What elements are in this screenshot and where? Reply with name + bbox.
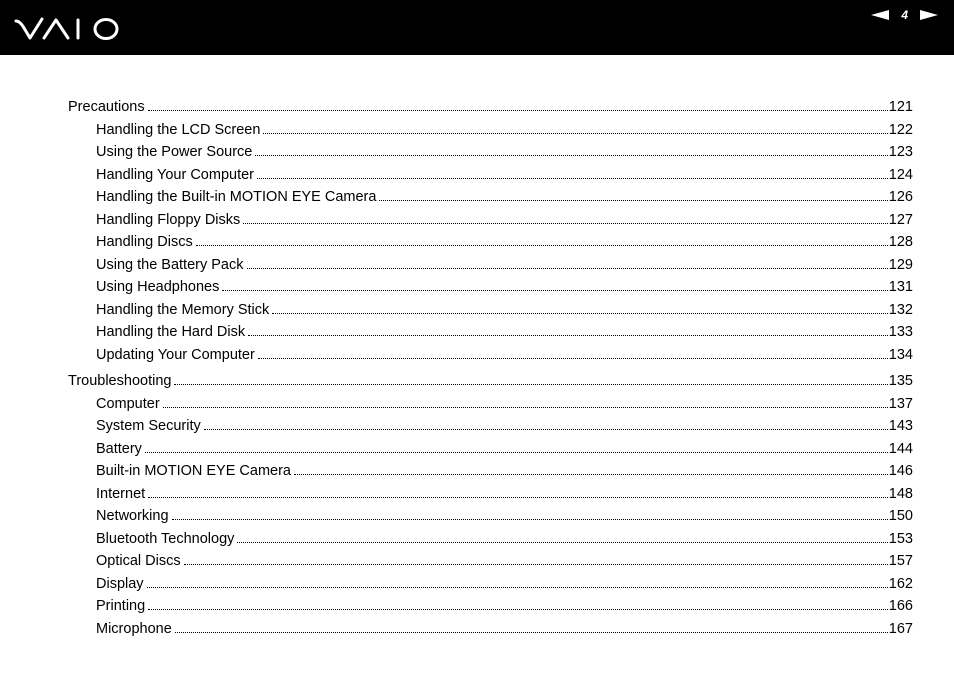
- toc-entry-page[interactable]: 157: [888, 553, 913, 569]
- toc-entry-page[interactable]: 148: [888, 485, 913, 502]
- dot-leader: [222, 279, 887, 291]
- toc-subentry[interactable]: [68, 321, 913, 344]
- toc-subentry[interactable]: [68, 254, 913, 277]
- toc-subentry[interactable]: [68, 618, 913, 641]
- toc-subentry[interactable]: [68, 528, 913, 551]
- toc-entry-title[interactable]: Networking: [96, 508, 169, 524]
- toc-entry-title[interactable]: Microphone: [96, 620, 172, 637]
- page-number: 4: [901, 8, 908, 22]
- dot-leader: [255, 144, 887, 156]
- toc-section-heading[interactable]: [68, 96, 913, 119]
- dot-leader: [163, 396, 888, 408]
- toc-entry-title[interactable]: Handling the LCD Screen: [96, 121, 261, 138]
- toc-subentry[interactable]: [68, 393, 913, 416]
- toc-subentry[interactable]: [68, 119, 913, 142]
- table-of-contents: [68, 96, 913, 644]
- toc-entry-title[interactable]: Using the Battery Pack: [96, 256, 244, 273]
- toc-entry-title[interactable]: Handling the Hard Disk: [96, 324, 246, 340]
- toc-entry-page[interactable]: 134: [888, 346, 913, 363]
- toc-entry-page[interactable]: 153: [888, 530, 913, 547]
- toc-subentry[interactable]: [68, 209, 913, 232]
- toc-entry-title[interactable]: Printing: [96, 598, 146, 614]
- toc-section-heading[interactable]: [68, 370, 913, 393]
- toc-entry-title[interactable]: Handling Your Computer: [96, 166, 254, 183]
- toc-subentry[interactable]: [68, 276, 913, 299]
- dot-leader: [294, 463, 888, 475]
- dot-leader: [145, 441, 888, 453]
- toc-entry-title[interactable]: Display: [96, 575, 144, 592]
- toc-subentry[interactable]: [68, 164, 913, 187]
- toc-subentry[interactable]: [68, 438, 913, 461]
- toc-subentry[interactable]: [68, 344, 913, 367]
- toc-entry-title[interactable]: Bluetooth Technology: [96, 530, 235, 547]
- next-page-arrow-icon[interactable]: [920, 10, 938, 20]
- toc-entry-page[interactable]: 124: [888, 166, 913, 183]
- toc-entry-title[interactable]: Handling the Memory Stick: [96, 301, 270, 318]
- dot-leader: [148, 598, 888, 610]
- toc-subentry[interactable]: [68, 460, 913, 483]
- toc-entry-page[interactable]: 123: [888, 144, 913, 160]
- toc-entry-page[interactable]: 131: [888, 279, 913, 295]
- toc-subentry[interactable]: [68, 483, 913, 506]
- toc-subentry[interactable]: [68, 573, 913, 596]
- toc-subentry[interactable]: [68, 231, 913, 254]
- toc-entry-page[interactable]: 127: [888, 211, 913, 228]
- toc-entry-title[interactable]: Using Headphones: [96, 279, 220, 295]
- dot-leader: [247, 257, 888, 269]
- toc-entry-page[interactable]: 133: [888, 324, 913, 340]
- toc-entry-title[interactable]: Handling Discs: [96, 234, 193, 250]
- toc-entry-title[interactable]: Computer: [96, 395, 160, 412]
- toc-entry-title[interactable]: Internet: [96, 485, 146, 502]
- toc-entry-page[interactable]: 166: [888, 598, 913, 614]
- dot-leader: [204, 418, 888, 430]
- dot-leader: [174, 373, 887, 385]
- toc-entry-title[interactable]: System Security: [96, 418, 201, 434]
- toc-subentry[interactable]: [68, 595, 913, 618]
- toc-subentry[interactable]: [68, 141, 913, 164]
- dot-leader: [184, 553, 888, 565]
- toc-entry-title[interactable]: Handling Floppy Disks: [96, 211, 241, 228]
- page-navigation: [871, 7, 938, 23]
- dot-leader: [196, 234, 888, 246]
- dot-leader: [237, 531, 887, 543]
- toc-entry-page[interactable]: 137: [888, 395, 913, 412]
- toc-entry-page[interactable]: 162: [888, 575, 913, 592]
- toc-entry-page[interactable]: 122: [888, 121, 913, 138]
- toc-entry-title[interactable]: Built-in MOTION EYE Camera: [96, 463, 291, 479]
- dot-leader: [248, 324, 888, 336]
- toc-entry-page[interactable]: 129: [888, 256, 913, 273]
- dot-leader: [172, 508, 888, 520]
- toc-subentry[interactable]: [68, 186, 913, 209]
- header-bar: [0, 0, 954, 55]
- toc-entry-title[interactable]: Battery: [96, 440, 142, 457]
- toc-entry-title[interactable]: Optical Discs: [96, 553, 181, 569]
- dot-leader: [148, 486, 888, 498]
- toc-entry-page[interactable]: 135: [888, 373, 913, 389]
- toc-entry-title[interactable]: Handling the Built-in MOTION EYE Camera: [96, 189, 377, 205]
- dot-leader: [243, 212, 888, 224]
- toc-entry-page[interactable]: 143: [888, 418, 913, 434]
- toc-section: [68, 96, 913, 366]
- dot-leader: [175, 621, 888, 633]
- dot-leader: [147, 576, 888, 588]
- toc-entry-title[interactable]: Updating Your Computer: [96, 346, 255, 363]
- toc-entry-page[interactable]: 132: [888, 301, 913, 318]
- dot-leader: [379, 189, 887, 201]
- dot-leader: [148, 99, 888, 111]
- toc-entry-title[interactable]: Precautions: [68, 99, 145, 115]
- toc-subentry[interactable]: [68, 505, 913, 528]
- toc-entry-page[interactable]: 146: [888, 463, 913, 479]
- toc-subentry[interactable]: [68, 415, 913, 438]
- toc-entry-page[interactable]: 128: [888, 234, 913, 250]
- dot-leader: [263, 122, 887, 134]
- prev-page-arrow-icon[interactable]: [871, 10, 889, 20]
- toc-entry-page[interactable]: 144: [888, 440, 913, 457]
- toc-entry-page[interactable]: 126: [888, 189, 913, 205]
- dot-leader: [272, 302, 888, 314]
- dot-leader: [258, 347, 888, 359]
- toc-entry-title[interactable]: Using the Power Source: [96, 144, 253, 160]
- toc-entry-page[interactable]: 150: [888, 508, 913, 524]
- toc-entry-title[interactable]: Troubleshooting: [68, 373, 172, 389]
- toc-subentry[interactable]: [68, 550, 913, 573]
- toc-subentry[interactable]: [68, 299, 913, 322]
- toc-section: [68, 370, 913, 640]
- toc-entry-page[interactable]: 121: [888, 99, 913, 115]
- dot-leader: [257, 167, 888, 179]
- vaio-logo: [14, 17, 120, 41]
- toc-entry-page[interactable]: 167: [888, 620, 913, 637]
